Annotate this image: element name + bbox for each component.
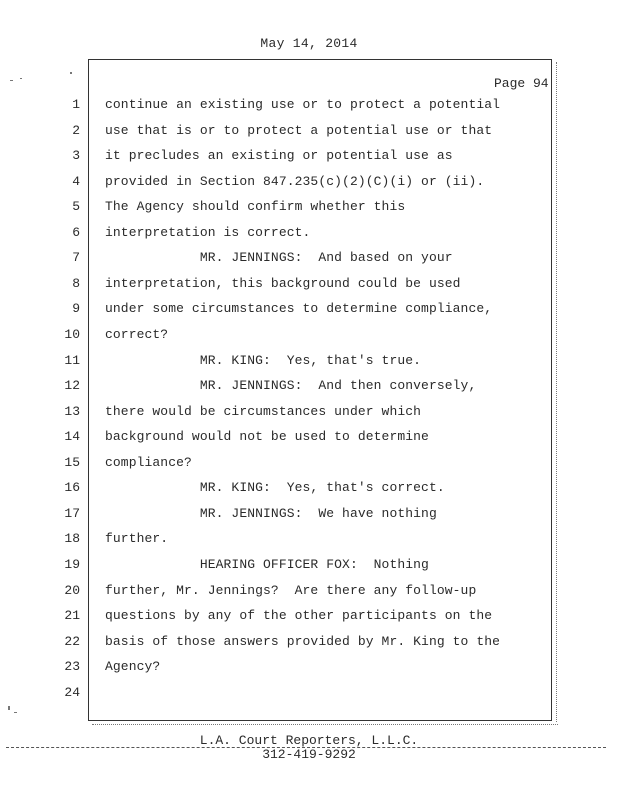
line-number: 9 [72,301,80,316]
line-number: 19 [64,557,80,572]
line-text: questions by any of the other participants on the [105,608,493,623]
line-number: 20 [64,583,80,598]
scan-speck [70,72,72,74]
line-text: MR. JENNINGS: And based on your [105,250,453,265]
line-text: MR. KING: Yes, that's true. [105,353,422,368]
line-number: 14 [64,429,80,444]
line-text: it precludes an existing or potential use as [105,148,453,163]
line-text: correct? [105,327,169,342]
line-text: MR. JENNINGS: We have nothing [105,506,437,521]
scan-speck [8,706,10,710]
line-number: 15 [64,455,80,470]
line-number: 21 [64,608,80,623]
line-number: 7 [72,250,80,265]
line-number: 23 [64,659,80,674]
line-number: 17 [64,506,80,521]
line-text: Agency? [105,659,161,674]
line-text: HEARING OFFICER FOX: Nothing [105,557,429,572]
line-number: 16 [64,480,80,495]
line-number: 24 [64,685,80,700]
court-reporter-name: L.A. Court Reporters, L.L.C. [199,733,419,748]
line-number: 8 [72,276,80,291]
court-reporter-phone: 312-419-9292 [262,747,356,762]
line-text: further. [105,531,169,546]
line-text: MR. JENNINGS: And then conversely, [105,378,477,393]
scan-speck [20,78,22,79]
line-text: The Agency should confirm whether this [105,199,406,214]
scan-speck [10,80,13,81]
line-text: interpretation is correct. [105,225,311,240]
line-text: compliance? [105,455,192,470]
line-number: 13 [64,404,80,419]
line-number: 3 [72,148,80,163]
line-number: 4 [72,174,80,189]
frame-edge-bottom [92,724,558,726]
line-text: use that is or to protect a potential use or that [105,123,493,138]
line-text: there would be circumstances under which [105,404,422,419]
line-number: 22 [64,634,80,649]
line-number: 18 [64,531,80,546]
line-number: 5 [72,199,80,214]
line-text: under some circumstances to determine compliance, [105,301,493,316]
line-number: 10 [64,327,80,342]
line-text: MR. KING: Yes, that's correct. [105,480,445,495]
page-number: Page 94 [494,76,549,91]
line-number: 6 [72,225,80,240]
scan-speck [14,712,17,713]
line-text: interpretation, this background could be used [105,276,461,291]
line-number: 2 [72,123,80,138]
line-number: 12 [64,378,80,393]
line-text: further, Mr. Jennings? Are there any follow-up [105,583,477,598]
line-text: basis of those answers provided by Mr. King to the [105,634,501,649]
line-number: 1 [72,97,80,112]
line-text: continue an existing use or to protect a potential [105,97,501,112]
line-number: 11 [64,353,80,368]
frame-edge-right [556,62,558,722]
line-text: provided in Section 847.235(c)(2)(C)(i) or (ii). [105,174,485,189]
transcript-date: May 14, 2014 [260,36,358,51]
line-text: background would not be used to determine [105,429,429,444]
